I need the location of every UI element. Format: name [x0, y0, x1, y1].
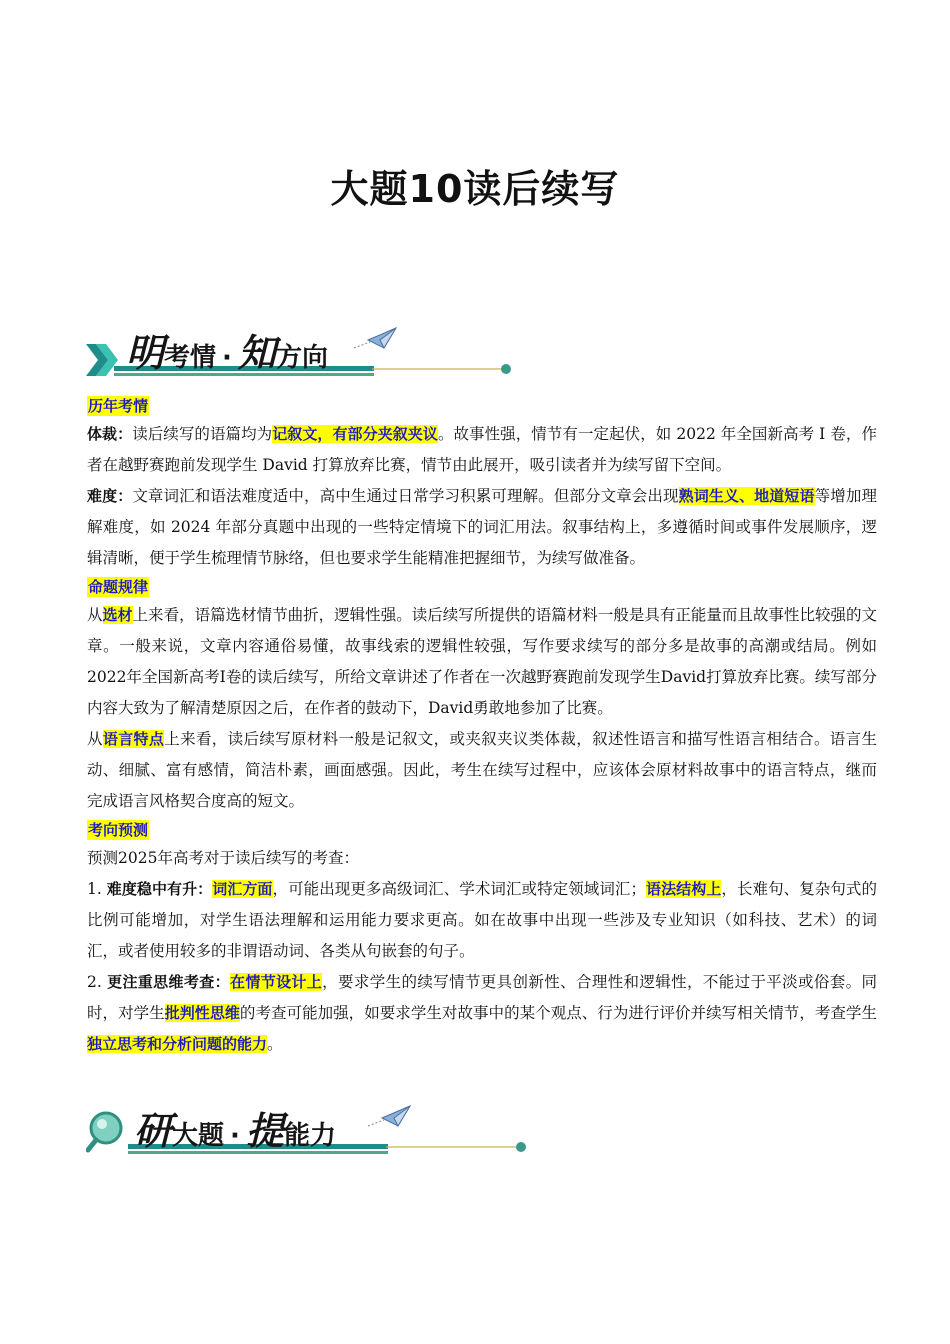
text: 从: [87, 606, 103, 624]
banner-char: 知: [237, 331, 276, 375]
text: 从: [87, 730, 103, 748]
highlight: 词汇方面: [212, 880, 273, 898]
text: 等增加理解难度，如 2024 年部分真题中出现的一些特定情境下的词汇用法。叙事结构上，多遵循时间或事件发展顺序，逻辑清晰，便于学生梳理情节脉络，但也要求学生能精准把握细节，为续写做准备。: [87, 487, 877, 567]
magnifier-icon: [88, 1113, 121, 1150]
paper-plane-icon: [368, 1106, 410, 1126]
text: 文章词汇和语法难度适中，高中生通过日常学习积累可理解。但部分文章会出现: [132, 487, 679, 505]
label: 体裁：: [87, 425, 133, 443]
banner-char: 研: [134, 1109, 173, 1153]
section-heading: 命题规律: [88, 578, 149, 596]
paragraph-forecast-intro: 预测2025年高考对于读后续写的考查：: [87, 849, 359, 867]
section-banner-exam-trends: [86, 318, 516, 388]
highlight: 记叙文，有部分夹叙夹议: [272, 425, 438, 443]
highlight: 选材: [102, 606, 133, 624]
highlight: 批判性思维: [164, 1004, 240, 1022]
paragraph-material: [87, 600, 877, 724]
text: ，可能出现更多高级词汇、学术词汇或特定领域词汇；: [272, 880, 646, 898]
text: ，要求学生的续写情节更具创新性、合理性和逻辑性，不能过于平淡或俗套。同时，对学生: [87, 973, 877, 1022]
section-heading: 考向预测: [88, 821, 149, 839]
banner-word: 能力: [283, 1121, 336, 1151]
page-title: 大题10读后续写: [330, 167, 620, 211]
text: 读后续写的语篇均为: [132, 425, 273, 443]
paragraph-difficulty: [87, 481, 877, 574]
text: 的考查可能加强，如要求学生对故事中的某个观点、行为进行评价并续写相关情节，考查学生: [239, 1004, 877, 1022]
banner-dot: ·: [230, 1121, 240, 1151]
label: 难度：: [87, 487, 133, 505]
label: 更注重思维考查：: [107, 973, 230, 991]
text: 上来看，语篇选材情节曲折，逻辑性强。读后续写所提供的语篇材料一般是具有正能量而且故事性比较强的文章。一般来说，文章内容通俗易懂，故事线索的逻辑性较强，写作要求续写的部分多是故事的高潮或结局。例如2022年全国新高考I卷的读后续写，所给文章讲述了作者在一次越野赛跑前发现学生David打算放弃比赛。续写部分内容大致为了解清楚原因之后，在作者的鼓动下，David勇敢地参加了比赛。: [87, 606, 877, 717]
banner-char: 明: [126, 331, 165, 375]
banner-dot: ·: [222, 343, 232, 373]
list-number: 2.: [87, 973, 108, 991]
text: ，长难句、复杂句式的比例可能增加，对学生语法理解和运用能力要求更高。如在故事中出现一些涉及专业知识（如科技、艺术）的词汇，或者使用较多的非谓语动词、各类从句嵌套的句子。: [87, 880, 877, 960]
forecast-item-2: [87, 967, 877, 1060]
banner-char: 提: [245, 1109, 284, 1153]
paragraph-genre: [87, 419, 877, 481]
section-heading: 历年考情: [88, 397, 149, 415]
highlight: 独立思考和分析问题的能力: [87, 1035, 268, 1053]
text: 上来看，读后续写原材料一般是记叙文，或夹叙夹议类体裁，叙述性语言和描写性语言相结合。语言生动、细腻、富有感情，简洁朴素，画面感强。因此，考生在续写过程中，应该体会原材料故事中的语言特点，继而完成语言风格契合度高的短文。: [87, 730, 877, 810]
paper-plane-icon: [354, 328, 396, 348]
banner-title: [134, 1100, 336, 1155]
banner-word: 大题: [172, 1121, 225, 1151]
text: 。: [267, 1035, 283, 1053]
banner-title: [126, 322, 328, 377]
paragraph-language: [87, 724, 877, 817]
banner-word: 考情: [164, 343, 217, 373]
label: 难度稳中有升：: [106, 880, 213, 898]
document-body: [87, 393, 877, 1060]
highlight: 在情节设计上: [229, 973, 323, 991]
highlight: 语法结构上: [645, 880, 722, 898]
forecast-item-1: [87, 874, 877, 967]
list-number: 1.: [87, 880, 107, 898]
text: 。故事性强，情节有一定起伏，如 2022 年全国新高考 Ⅰ 卷，作者在越野赛跑前发现学生 David 打算放弃比赛，情节由此展开，吸引读者并为续写留下空间。: [87, 425, 877, 474]
highlight: 语言特点: [102, 730, 165, 748]
banner-word: 方向: [275, 343, 328, 373]
highlight: 熟词生义、地道短语: [678, 487, 815, 505]
section-banner-study-questions: [86, 1096, 531, 1166]
